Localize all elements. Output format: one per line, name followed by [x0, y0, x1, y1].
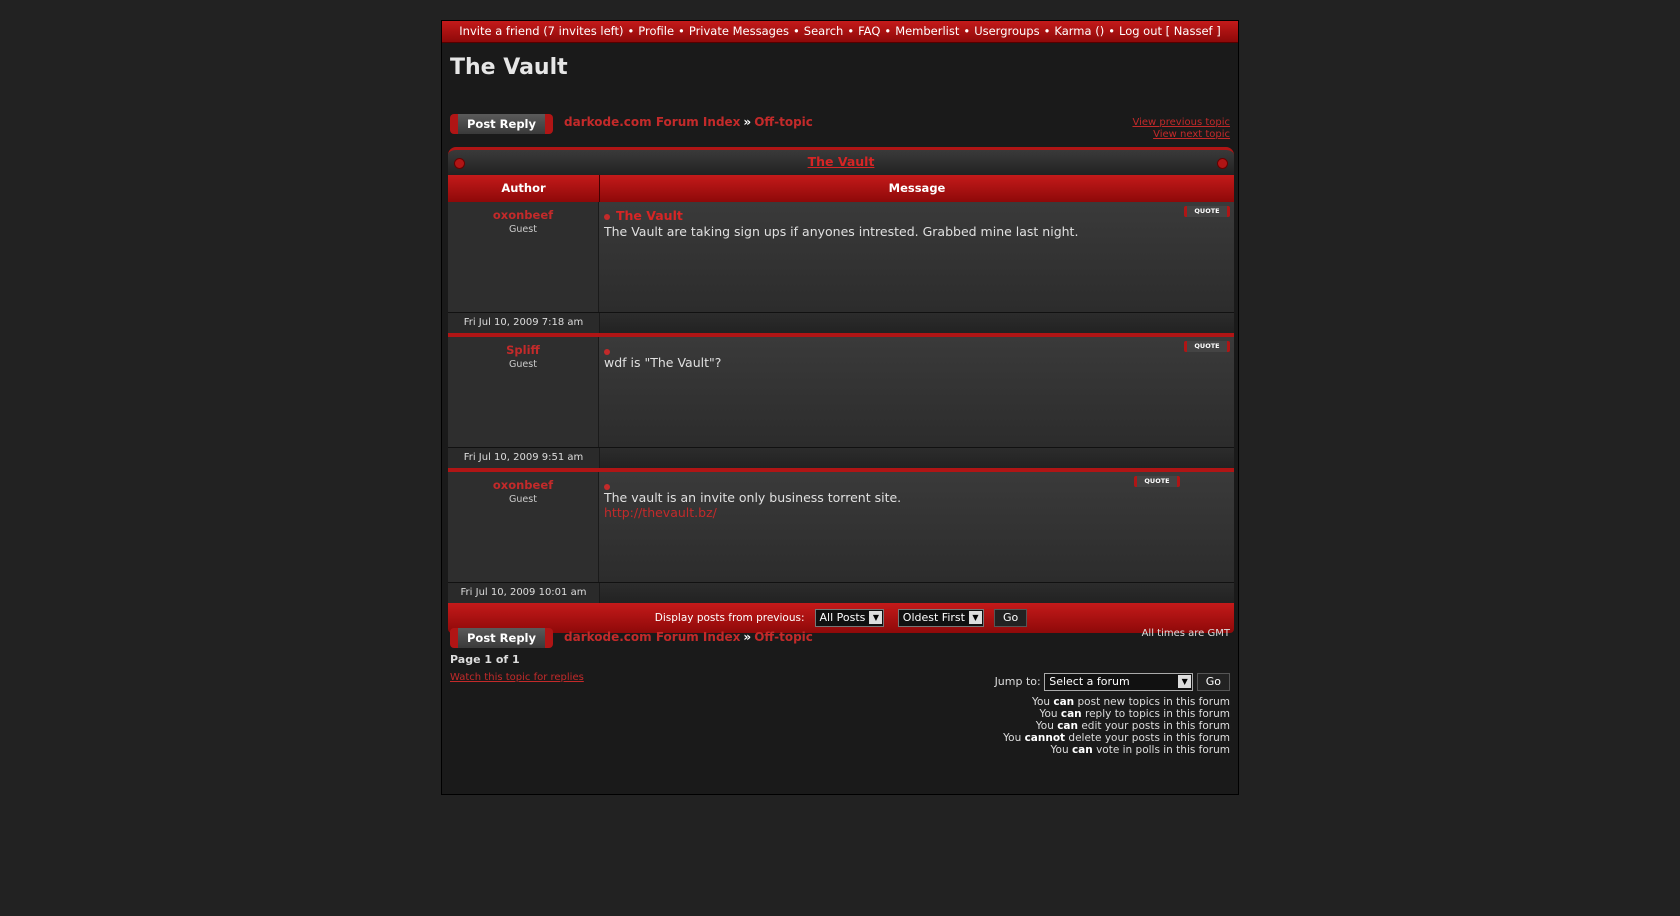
caption-topic-link[interactable]: The Vault	[807, 154, 875, 169]
post	[448, 337, 1234, 472]
nav-profile[interactable]: Profile	[638, 24, 675, 38]
breadcrumb-arrow: »	[743, 630, 752, 644]
post-date: Fri Jul 10, 2009 7:18 am	[448, 313, 600, 333]
breadcrumb-forum-index[interactable]: darkode.com Forum Index	[564, 630, 741, 644]
jump-forum-value: Select a forum	[1049, 675, 1130, 688]
nav-separator: •	[1108, 24, 1115, 38]
permission-line: You can reply to topics in this forum	[1039, 708, 1230, 720]
nav-faq[interactable]: FAQ	[858, 24, 881, 38]
post-body	[599, 337, 1234, 447]
post	[448, 202, 1234, 337]
forum-permissions	[1003, 696, 1230, 756]
post-body	[599, 472, 1234, 582]
post-date: Fri Jul 10, 2009 10:01 am	[448, 583, 600, 603]
column-message: Message	[888, 181, 946, 195]
view-previous-topic-link[interactable]: View previous topic	[1132, 117, 1230, 128]
chevron-down-icon: ▼	[869, 611, 882, 624]
post-subject	[604, 208, 1229, 224]
nav-usergroups[interactable]: Usergroups	[974, 24, 1040, 38]
top-navigation	[442, 21, 1238, 43]
post-author-rank: Guest	[509, 224, 537, 235]
nav-separator: •	[793, 24, 800, 38]
post-author-name[interactable]: Spliff	[506, 343, 540, 357]
nav-logout[interactable]: Log out [ Nassef ]	[1118, 24, 1221, 38]
post-author-name[interactable]: oxonbeef	[492, 208, 554, 222]
posts-range-value: All Posts	[819, 611, 866, 624]
filter-label: Display posts from previous:	[654, 612, 805, 624]
post-author-name[interactable]: oxonbeef	[492, 478, 554, 492]
nav-separator: •	[884, 24, 892, 38]
posts-table	[448, 147, 1234, 633]
breadcrumb-bottom	[564, 630, 813, 644]
watch-topic-link[interactable]: Watch this topic for replies	[450, 672, 584, 683]
post-author-rank: Guest	[509, 494, 537, 505]
breadcrumb-forum-index[interactable]: darkode.com Forum Index	[564, 115, 741, 129]
post-body	[599, 202, 1234, 312]
breadcrumb-off-topic[interactable]: Off-topic	[754, 115, 813, 129]
nav-separator: •	[963, 24, 971, 38]
post-reply-button-top[interactable]: Post Reply	[450, 114, 553, 134]
topic-navigation	[1132, 117, 1230, 141]
post-author-rank: Guest	[509, 359, 537, 370]
post-subject-text: The Vault	[616, 208, 683, 223]
post-footer-bar	[600, 448, 1234, 468]
page-title: The Vault	[450, 55, 568, 80]
post-icon	[604, 349, 610, 355]
nav-separator: •	[627, 24, 635, 38]
post-author-cell	[448, 472, 599, 582]
chevron-down-icon: ▼	[1178, 675, 1191, 688]
sort-order-select[interactable]	[898, 609, 984, 627]
jump-forum-select[interactable]	[1044, 673, 1193, 691]
nav-separator: •	[1043, 24, 1051, 38]
posts-range-select[interactable]	[815, 609, 885, 627]
forum-page	[441, 20, 1239, 795]
post-date: Fri Jul 10, 2009 9:51 am	[448, 448, 600, 468]
filter-go-button[interactable]: Go	[994, 609, 1027, 627]
page-indicator: Page 1 of 1	[450, 653, 520, 666]
caption-left-dot-icon	[454, 158, 465, 169]
post-footer-bar	[600, 583, 1234, 603]
permission-line: You can post new topics in this forum	[1031, 696, 1230, 708]
breadcrumb-off-topic[interactable]: Off-topic	[754, 630, 813, 644]
post-reply-button-bottom[interactable]: Post Reply	[450, 628, 553, 648]
post-text: wdf is "The Vault"?	[604, 355, 722, 370]
quote-button[interactable]: QUOTE	[1184, 206, 1230, 217]
jump-to-forum	[995, 673, 1230, 691]
timezone-note: All times are GMT	[1141, 628, 1230, 639]
permission-line: You can vote in polls in this forum	[1050, 744, 1230, 756]
post	[448, 472, 1234, 603]
table-header	[448, 175, 1234, 202]
nav-invite[interactable]: Invite a friend (7 invites left)	[459, 24, 624, 38]
quote-button[interactable]: QUOTE	[1184, 341, 1230, 352]
nav-private-messages[interactable]: Private Messages	[688, 24, 789, 38]
post-link[interactable]: http://thevault.bz/	[604, 505, 717, 520]
permission-line: You cannot delete your posts in this forum	[1003, 732, 1230, 744]
nav-separator: •	[678, 24, 685, 38]
nav-karma[interactable]: Karma ()	[1054, 24, 1105, 38]
post-text: The Vault are taking sign ups if anyones intrested. Grabbed mine last night.	[604, 224, 1079, 239]
nav-search[interactable]: Search	[803, 24, 844, 38]
nav-separator: •	[847, 24, 855, 38]
post-text: The vault is an invite only business torrent site.	[604, 490, 902, 505]
nav-memberlist[interactable]: Memberlist	[895, 24, 960, 38]
post-icon	[604, 214, 610, 220]
column-author: Author	[448, 175, 600, 202]
post-author-cell	[448, 202, 599, 312]
chevron-down-icon: ▼	[969, 611, 982, 624]
jump-label: Jump to:	[994, 675, 1041, 688]
post-subject	[604, 343, 1229, 355]
breadcrumb-top	[564, 115, 813, 129]
jump-go-button[interactable]: Go	[1197, 673, 1230, 691]
caption-right-dot-icon	[1217, 158, 1228, 169]
display-filter-bar	[448, 603, 1234, 633]
quote-button[interactable]: QUOTE	[1134, 476, 1180, 487]
post-author-cell	[448, 337, 599, 447]
breadcrumb-arrow: »	[743, 115, 752, 129]
table-caption	[448, 147, 1234, 175]
post-footer-bar	[600, 313, 1234, 333]
permission-line: You can edit your posts in this forum	[1035, 720, 1230, 732]
sort-order-value: Oldest First	[902, 611, 965, 624]
view-next-topic-link[interactable]: View next topic	[1153, 129, 1230, 140]
post-icon	[604, 484, 610, 490]
